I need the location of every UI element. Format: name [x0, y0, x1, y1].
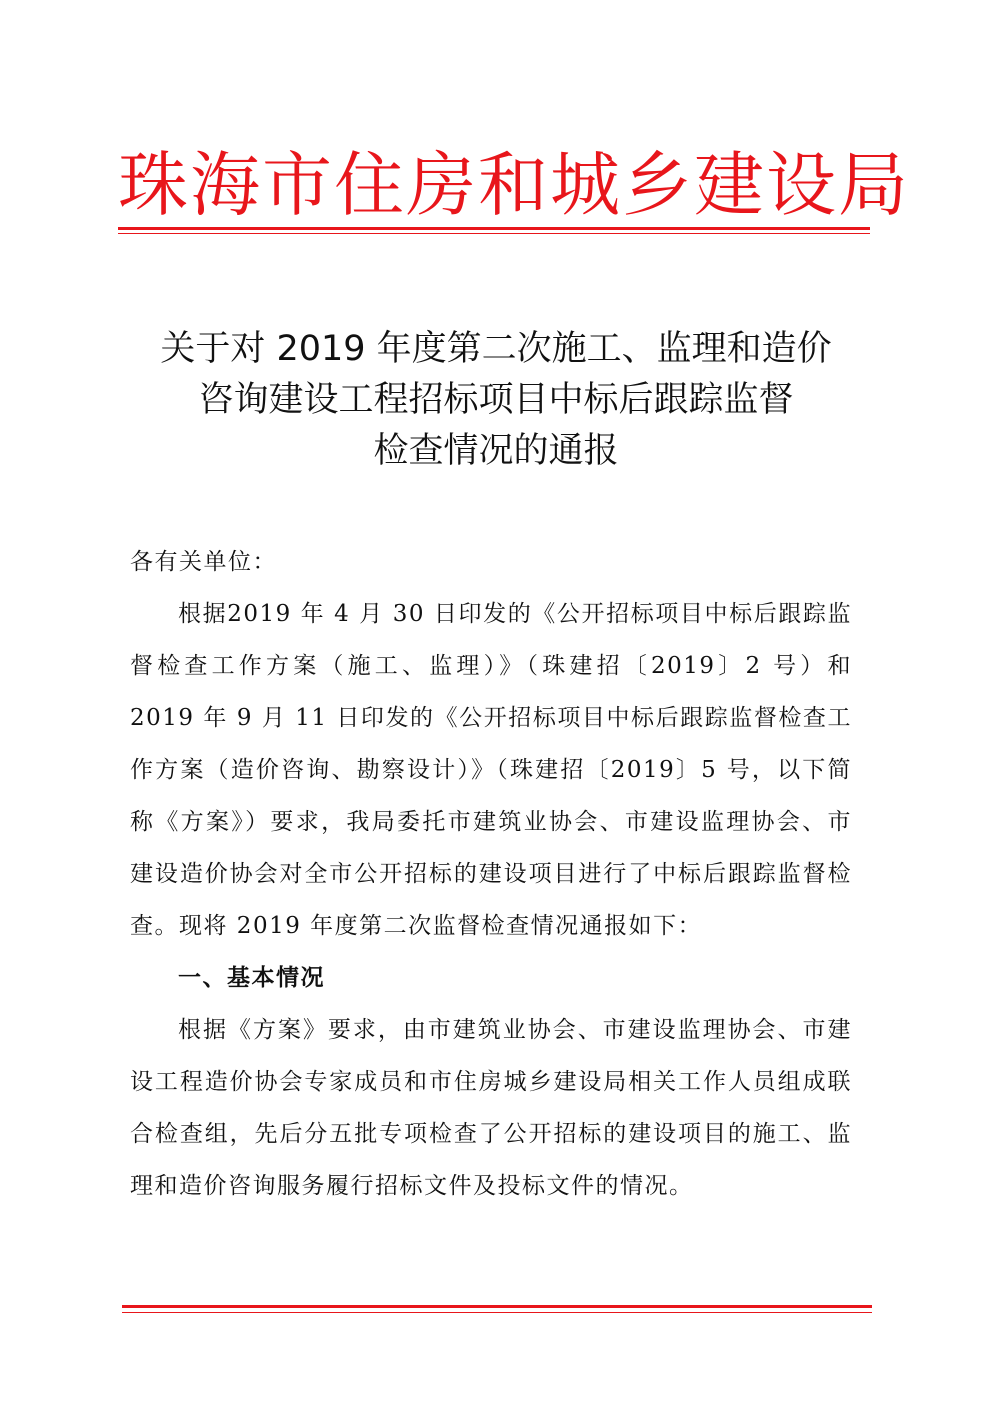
document-body	[130, 536, 852, 1212]
title-line-1: 关于对 2019 年度第二次施工、监理和造价	[160, 329, 832, 369]
title-line-2: 咨询建设工程招标项目中标后跟踪监督	[198, 380, 794, 420]
header-red-rule-thin	[118, 233, 870, 234]
intro-paragraph: 根据2019 年 4 月 30 日印发的《公开招标项目中标后跟踪监督检查工作方案（施工、监理）》（珠建招〔2019〕2 号）和 2019 年 9 月 11 日印发的《公开招标项目中标后跟踪监督检查工作方案（造价咨询、勘察设计）》（珠建招〔2019〕5 号，以下简称《方案》）要求，我局委托市建筑业协会、市建设监理协会、市建设造价协会对全市公开招标的建设项目进行了中标后跟踪监督检查。现将 2019 年度第二次监督检查情况通报如下：	[130, 601, 852, 939]
header-red-rule-thick	[118, 227, 870, 230]
salutation: 各有关单位：	[130, 549, 277, 575]
basic-situation-paragraph: 根据《方案》要求，由市建筑业协会、市建设监理协会、市建设工程造价协会专家成员和市住房城乡建设局相关工作人员组成联合检查组，先后分五批专项检查了公开招标的建设项目的施工、监理和造价咨询服务履行招标文件及投标文件的情况。	[130, 1017, 852, 1199]
organization-header: 珠海市住房和城乡建设局	[118, 144, 910, 226]
document-title	[100, 324, 892, 477]
footer-red-rule-thin	[122, 1312, 872, 1313]
section-heading-basic-situation: 一、基本情况	[178, 965, 325, 991]
title-line-3: 检查情况的通报	[373, 431, 619, 471]
footer-red-rule-thick	[122, 1305, 872, 1308]
